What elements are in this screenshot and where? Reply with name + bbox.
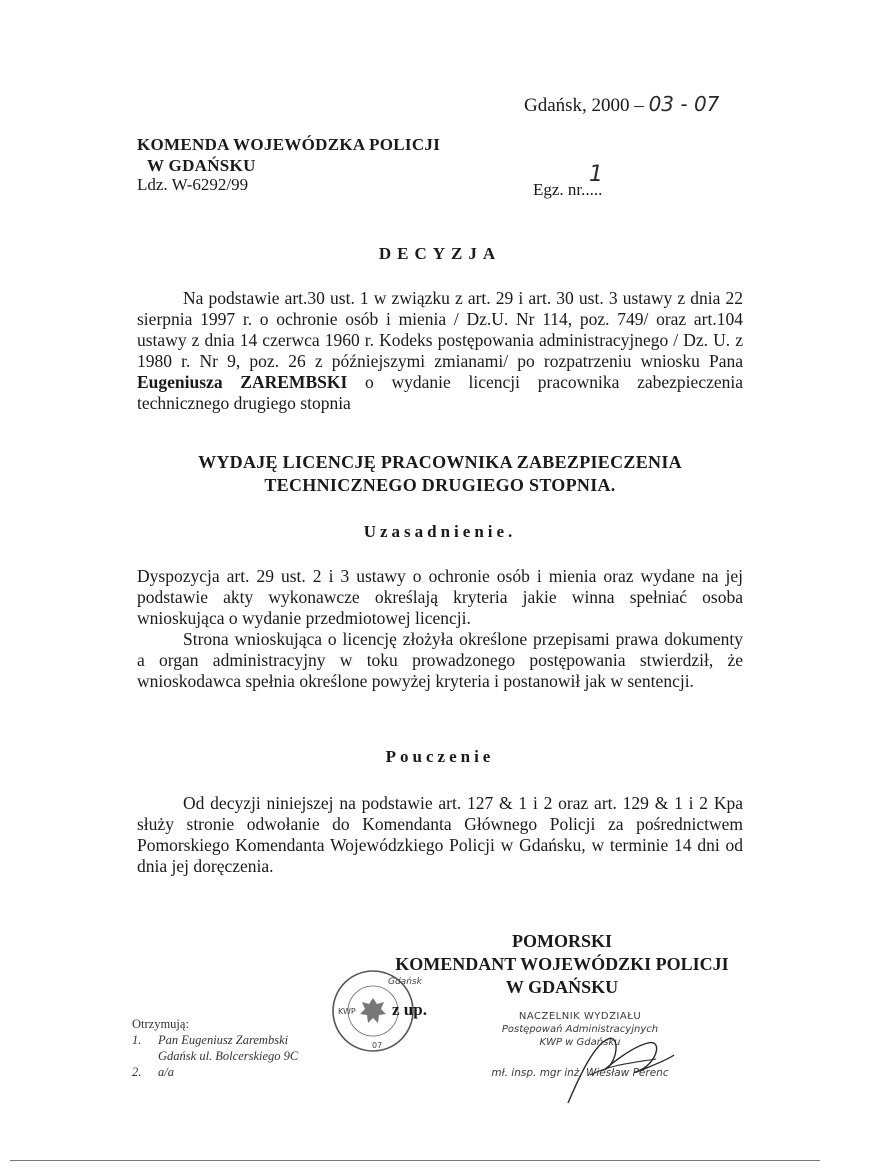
instruction-paragraph: Od decyzji niniejszej na podstawie art. 127 & 1 i 2 oraz art. 129 & 1 i 2 Kpa służy stronie odwołanie do Komendanta Głównego Policji za pośrednictwem Pomorskiego Komendanta Wojewódzkiego Policji w Gdańsku, w terminie 14 dni od dnia jej doręczenia.: [137, 793, 743, 876]
justification-heading: Uzasadnienie.: [363, 522, 517, 541]
on-behalf-mark: z up.: [392, 1000, 427, 1019]
page-bottom-edge: [10, 1160, 820, 1161]
justification-paragraph-1: Dyspozycja art. 29 ust. 2 i 3 ustawy o ochronie osób i mienia oraz wydane na jej podstawie akty wykonawcze określają kryteria jakie winna spełniać osoba wnioskująca o wydanie przedmiotowej licencji.: [137, 566, 743, 628]
decision-line-1: WYDAJĘ LICENCJĘ PRACOWNIKA ZABEZPIECZENIA: [198, 452, 682, 472]
justification-paragraph-2: Strona wnioskująca o licencję złożyła określone przepisami prawa dokumenty a organ administracyjny w toku prowadzonego postępowania stwierdził, że wnioskodawca spełnia określone powyżej kryteria i postanowił jak w sentencji.: [137, 629, 743, 691]
justification-section: [137, 566, 743, 692]
recipient-item: 2. a/a: [132, 1065, 174, 1079]
issuing-authority: [137, 134, 440, 176]
place-date: [524, 92, 719, 117]
svg-text:KWP: KWP: [338, 1007, 356, 1016]
handwritten-date: 03 - 07: [648, 92, 720, 116]
instruction-section: [137, 793, 743, 877]
recipient-address: Gdańsk ul. Bolcerskiego 9C: [158, 1049, 299, 1063]
decision-statement: [120, 451, 760, 497]
signing-authority-line-2: KOMENDANT WOJEWÓDZKI POLICJI: [395, 954, 729, 974]
decision-line-2: TECHNICZNEGO DRUGIEGO STOPNIA.: [264, 475, 616, 495]
recipient-item: 1. Pan Eugeniusz Zarembski: [132, 1033, 289, 1047]
document-title: DECYZJA: [378, 244, 502, 263]
place-date-printed: Gdańsk, 2000 –: [524, 95, 644, 116]
legal-basis-text: Na podstawie art.30 ust. 1 w związku z art. 29 i art. 30 ust. 3 ustawy z dnia 22 sierpnia 1997 r. o ochronie osób i mienia / Dz.U. Nr 114, poz. 749/ oraz art.104 ustawy z dnia 14 czerwca 1960 r. Kodeks postępowania administracyjnego / Dz. U. z 1980 r. Nr 9, poz. 26 z późniejszymi zmianami/ po rozpatrzeniu wniosku Pana: [137, 288, 743, 371]
copy-number: [533, 162, 603, 200]
signer-name: mł. insp. mgr inż. Wiesław Perenc: [491, 1067, 669, 1079]
recipients-heading: Otrzymują:: [132, 1017, 189, 1031]
reference-number: Ldz. W-6292/99: [137, 175, 249, 194]
signer-role-1: NACZELNIK WYDZIAŁU: [518, 1011, 642, 1022]
signer-role-3: KWP w Gdańsku: [539, 1037, 621, 1048]
signing-authority: [372, 930, 752, 999]
handwritten-signature: [560, 1025, 680, 1105]
signing-authority-line-3: W GDAŃSKU: [505, 977, 619, 997]
signer-role-2: Postępowań Administracyjnych: [501, 1024, 659, 1035]
legal-basis-paragraph: [137, 288, 743, 414]
signing-authority-line-1: POMORSKI: [511, 931, 612, 951]
copy-number-handwritten: 1: [589, 162, 603, 187]
copy-dots: ....: [585, 180, 603, 199]
svg-text:Gdańsk: Gdańsk: [388, 977, 422, 987]
svg-text:07: 07: [372, 1041, 383, 1050]
instruction-heading: Pouczenie: [385, 747, 495, 766]
applicant-name: Eugeniusza ZAREMBSKI: [137, 372, 348, 392]
copy-label: Egz. nr.: [533, 180, 586, 199]
recipients-list: [132, 1016, 298, 1080]
legal-basis-text-end: o wydanie licencji pracownika zabezpieczenia technicznego drugiego stopnia: [137, 372, 743, 413]
authority-line-1: KOMENDA WOJEWÓDZKA POLICJI: [137, 135, 441, 154]
authority-line-2: W GDAŃSKU: [147, 156, 256, 175]
